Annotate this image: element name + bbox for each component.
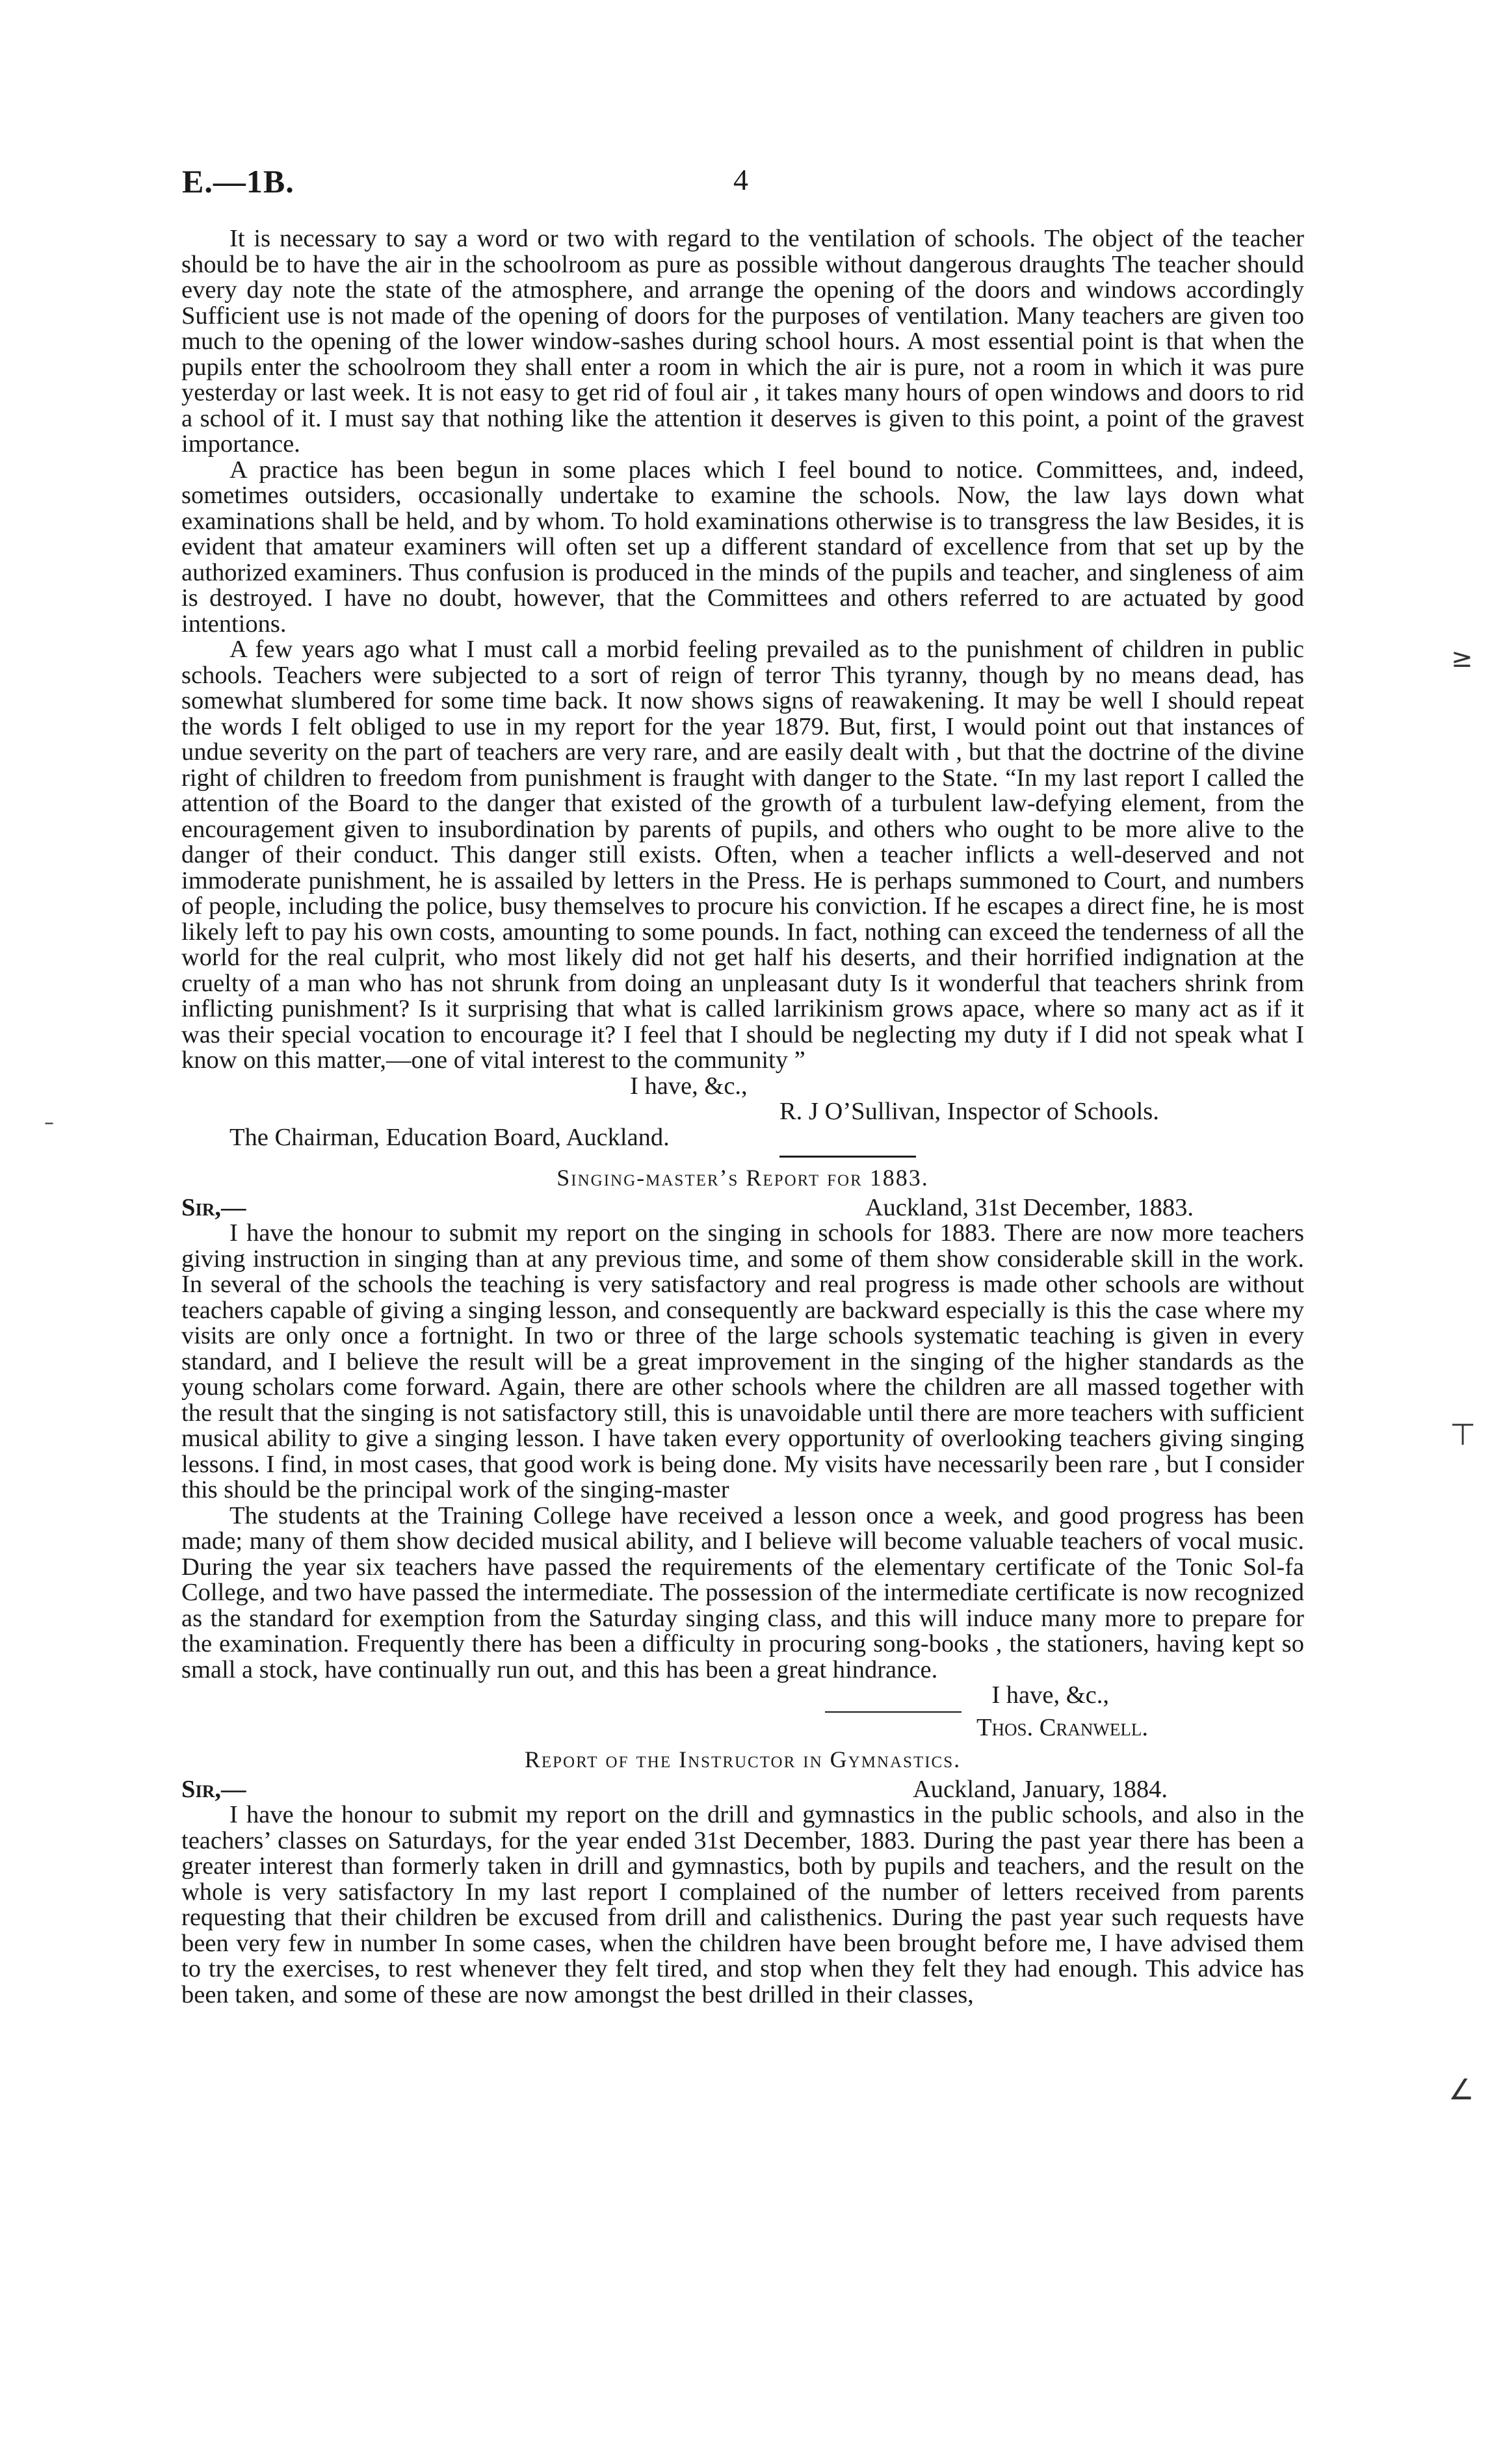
body-text xyxy=(181,226,1304,2008)
singing-salutation-row xyxy=(181,1195,1304,1221)
signature-divider xyxy=(825,1711,962,1713)
singing-closing-row xyxy=(181,1683,1304,1709)
margin-mark: ≥ xyxy=(1451,643,1473,673)
paragraph-training-college: The students at the Training College have received a lesson once a week, and good progress has been made; many of them show decided musical ability, and I believe will become valuable teachers of vocal music. During the year six teachers have passed the requirements of the elementary certificate of the Tonic Sol-fa College, and two have passed the intermediate. The possession of the intermediate certificate is now recognized as the standard for exemption from the Saturday singing class, and this will induce many more to prepare for the examination. Frequently there has been a difficulty in procuring song-books , the stationers, having kept so small a stock, have continually run out, and this has been a great hindrance. xyxy=(181,1501,1304,1683)
letter-addressee: The Chairman, Education Board, Auckland. xyxy=(229,1123,670,1151)
paragraph-punishment: A few years ago what I must call a morbid feeling prevailed as to the punishment of children in public schools. Teachers were subjected to a sort of reign of terror This tyranny, though by no means dead, has somewhat slumbered for some time back. It now shows signs of reawakening. It may be well I should repeat the words I felt obliged to use in my report for the year 1879. But, first, I would point out that instances of undue severity on the part of teachers are very rare, and are easily dealt with , but that the doctrine of the divine right of children to freedom from punishment is fraught with danger to the State. “In my last report I called the attention of the Board to the danger that existed of the growth of a turbulent law-defying element, from the encouragement given to insubordination by parents of pupils, and others who ought to be more alive to the danger of their conduct. This danger still exists. Often, when a teacher inflicts a well-deserved and not immoderate punishment, he is assailed by letters in the Press. He is perhaps summoned to Court, and numbers of people, including the police, busy themselves to procure his conviction. If he escapes a direct fine, he is most likely left to pay his own costs, amounting to some pounds. In fact, nothing can exceed the tenderness of all the world for the real culprit, who most likely did not get half his deserts, and their horrified indignation at the cruelty of a man who has not shrunk from doing an unpleasant duty Is it wonderful that teachers shrink from inflicting punishment? Is it surprising that what is called larrikinism grows apace, where so many act as if it was their special vocation to encourage it? I feel that I should be neglecting my duty if I did not speak what I know on this matter,—one of vital interest to the community ” xyxy=(181,636,1304,1074)
gymnastics-salutation: Sir,— xyxy=(181,1775,246,1803)
singing-salutation: Sir,— xyxy=(181,1193,246,1221)
margin-mark: ∠ xyxy=(1448,2073,1474,2107)
paragraph-examinations: A practice has been begun in some places which I feel bound to notice. Committees, and, indeed, sometimes outsiders, occasionally undertake to examine the schools. Now, the law lays down what examinations shall be held, and by whom. To hold examinations otherwise is to transgress the law Besides, it is evident that amateur examiners will often set up a different standard of excellence from that set up by the authorized examiners. Thus confusion is produced in the minds of the pupils and teacher, and singleness of aim is destroyed. I have no doubt, however, that the Committees and others referred to are actuated by good intentions. xyxy=(181,456,1304,638)
section-divider xyxy=(779,1156,916,1158)
singing-signature: Thos. Cranwell. xyxy=(976,1713,1148,1741)
margin-mark: – xyxy=(44,1111,54,1134)
gymnastics-salutation-row xyxy=(181,1777,1304,1803)
singing-report-heading: Singing-master’s Report for 1883. xyxy=(556,1165,929,1191)
singing-place-date: Auckland, 31st December, 1883. xyxy=(865,1193,1194,1221)
paragraph-ventilation: It is necessary to say a word or two with regard to the ventilation of schools. The object of the teacher should be to have the air in the schoolroom as pure as possible without dangerous draughts The teacher should every day note the state of the atmosphere, and arrange the opening of the doors and windows accordingly Sufficient use is not made of the opening of doors for the purposes of ventilation. Many teachers are given too much to the opening of the lower window-sashes during school hours. A most essential point is that when the pupils enter the schoolroom they shall enter a room in which the air is pure, not a room in which it was pure yesterday or last week. It is not easy to get rid of foul air , it takes many hours of open windows and doors to rid a school of it. I must say that nothing like the attention it deserves is given to this point, a point of the gravest importance. xyxy=(181,225,1304,458)
singing-closing: I have, &c., xyxy=(991,1681,1109,1709)
letter-signature: R. J O’Sullivan, Inspector of Schools. xyxy=(779,1098,1159,1125)
margin-mark: ⊤ xyxy=(1450,1417,1476,1452)
gymnastics-place-date: Auckland, January, 1884. xyxy=(912,1775,1168,1803)
paragraph-singing-schools: I have the honour to submit my report on the singing in schools for 1883. There are now more teachers giving instruction in singing than at any previous time, and some of them show considerable skill in the work. In several of the schools the teaching is very satisfactory and real progress is made other schools are without teachers capable of giving a singing lesson, and consequently are backward especially is this the case where my visits are only once a fortnight. In two or three of the large schools systematic teaching is given in every standard, and I believe the result will be a great improvement in the singing of the higher standards as the young scholars come forward. Again, there are other schools where the children are all massed together with the result that the singing is not satisfactory still, this is unavoidable until there are more teachers with sufficient musical ability to give a singing lesson. I have taken every opportunity of overlooking teachers giving singing lessons. I find, in most cases, that good work is being done. My visits have necessarily been rare , but I consider this should be the principal work of the singing-master xyxy=(181,1219,1304,1503)
paragraph-drill-gymnastics: I have the honour to submit my report on the drill and gymnastics in the public schools, and also in the teachers’ classes on Saturdays, for the year ended 31st December, 1883. During the past year there has been a greater interest than formerly taken in drill and gymnastics, both by pupils and teachers, and the result on the whole is very satisfactory In my last report I complained of the number of letters received from parents requesting that their children be excused from drill and calisthenics. During the past year such requests have been very few in number In some cases, when the children have been brought before me, I have advised them to try the exercises, to rest whenever they felt tired, and stop when they felt they had enough. This advice has been taken, and some of these are now amongst the best drilled in their classes, xyxy=(181,1801,1304,2008)
page-number: 4 xyxy=(733,163,748,196)
gymnastics-report-heading: Report of the Instructor in Gymnastics. xyxy=(524,1746,962,1772)
document-reference: E.—1B. xyxy=(182,163,294,200)
letter-closing: I have, &c., xyxy=(630,1072,748,1100)
